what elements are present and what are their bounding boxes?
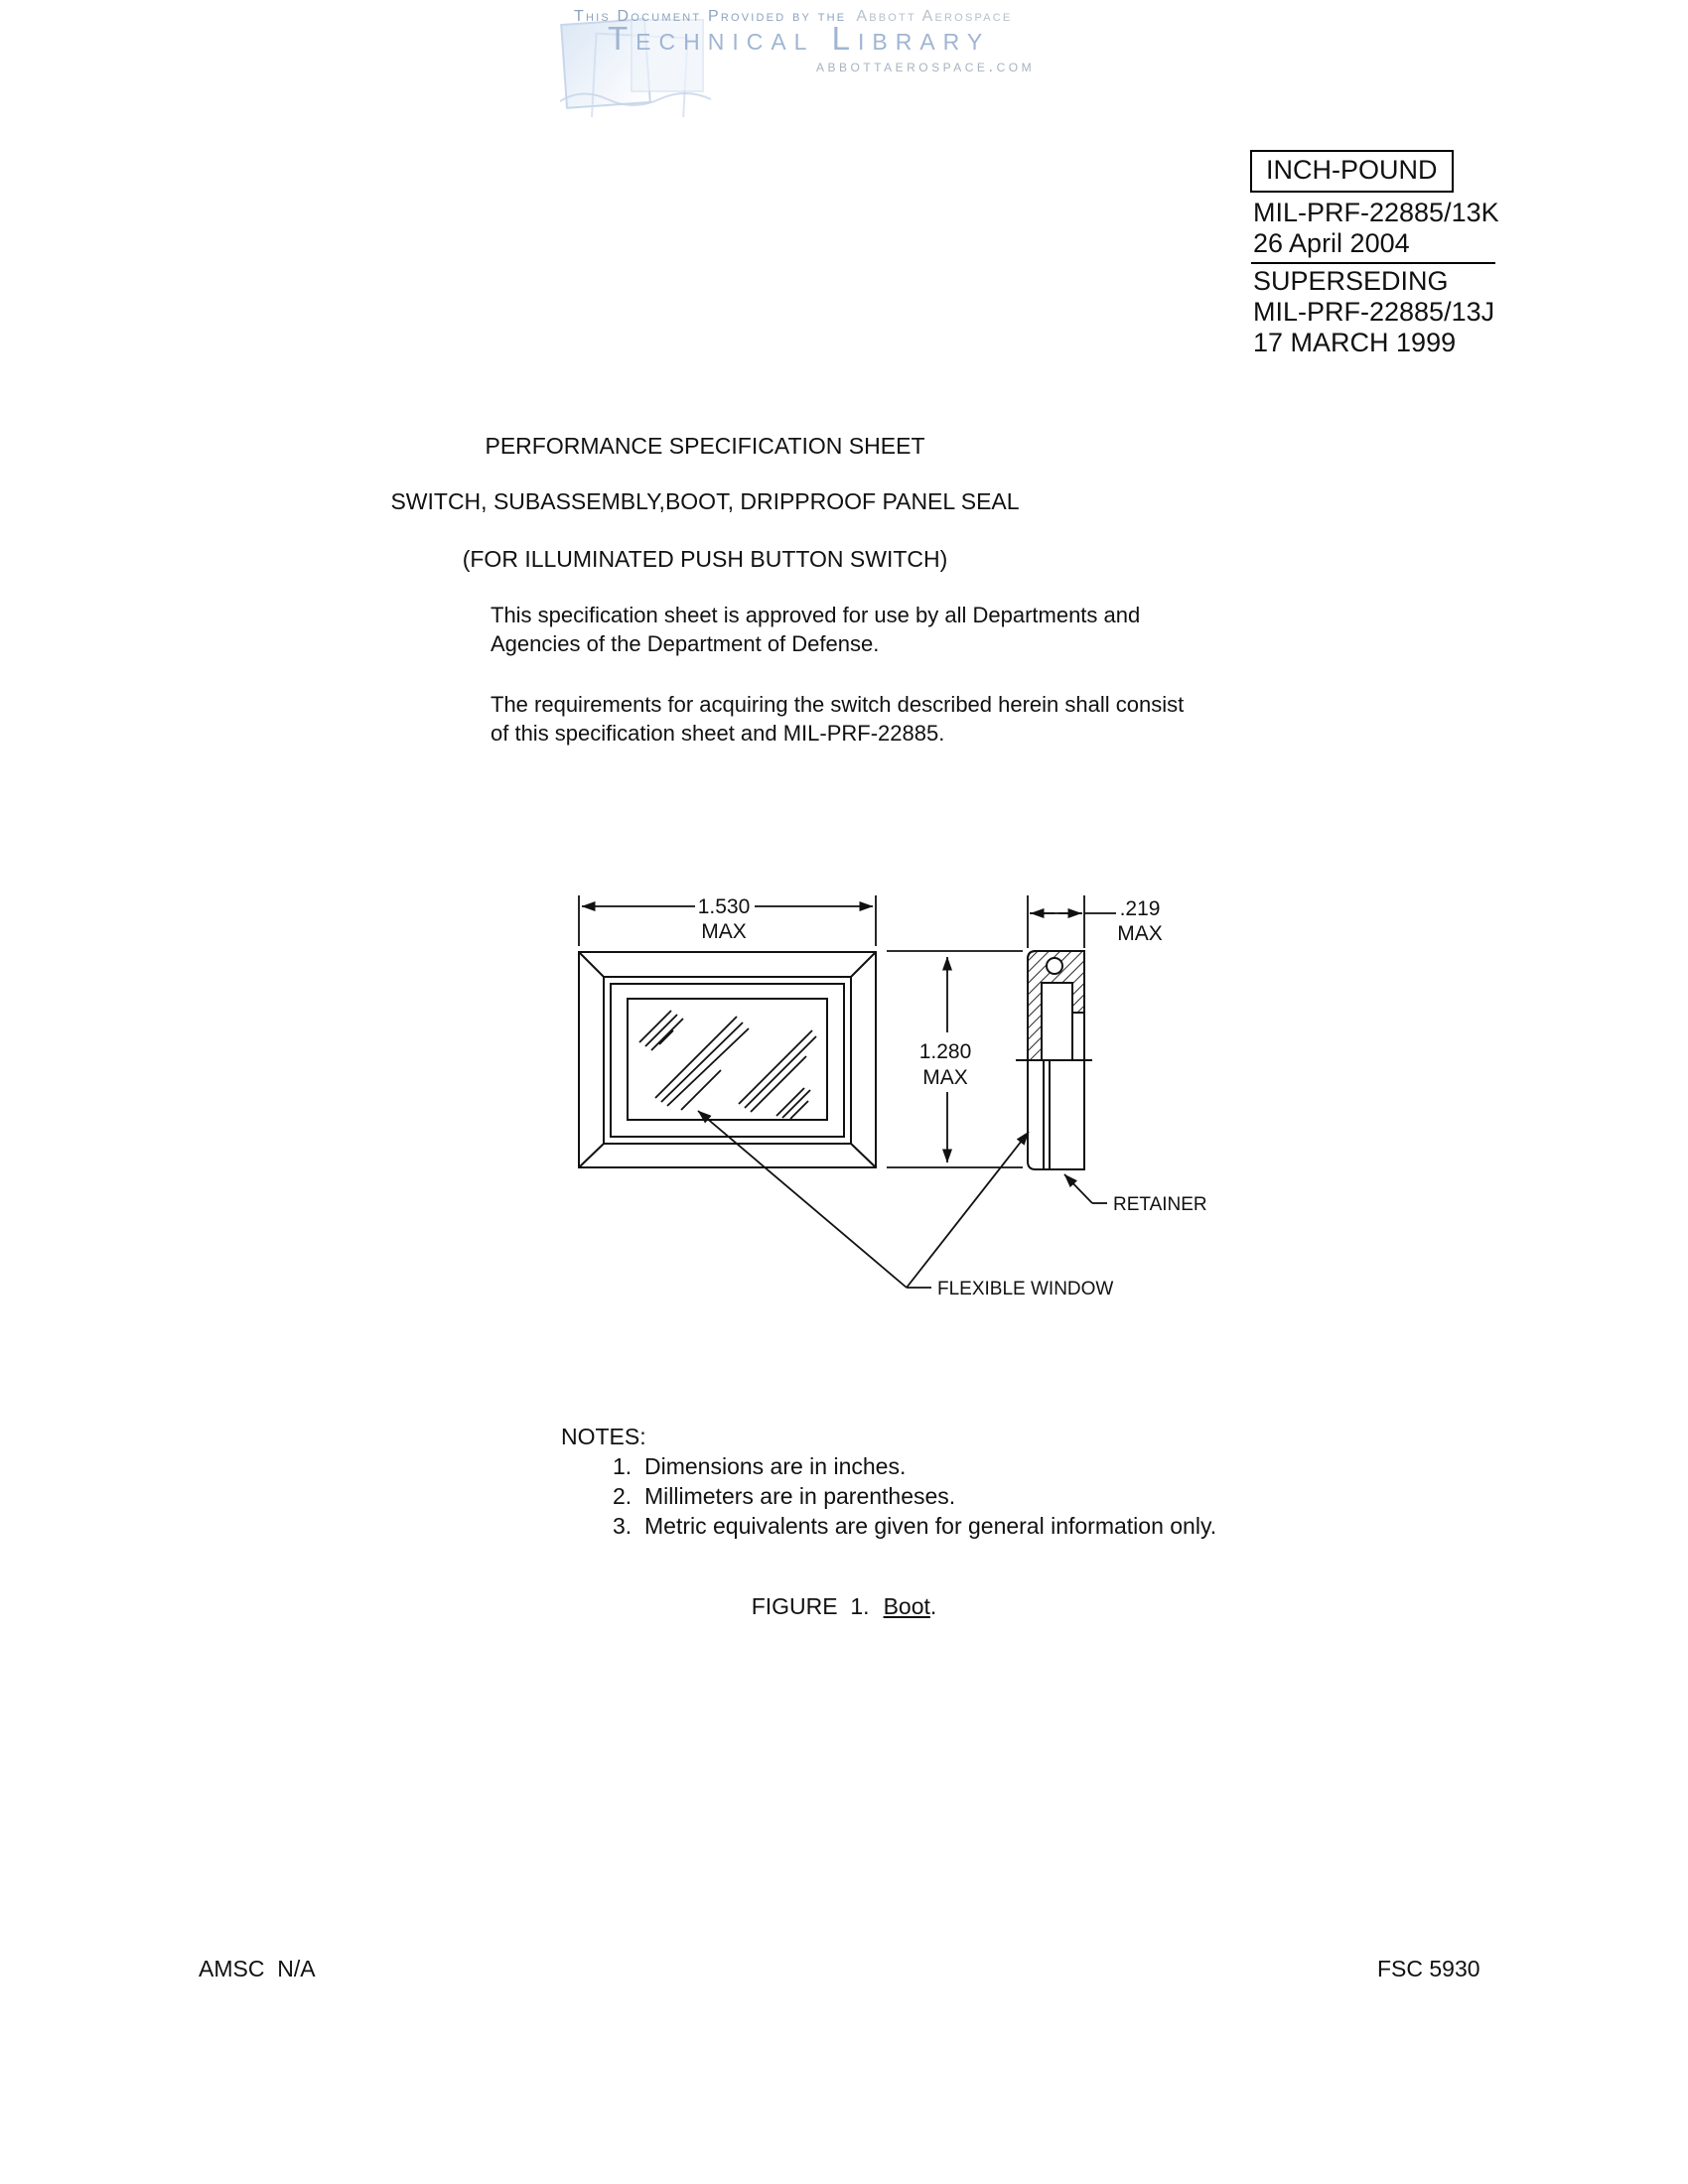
inch-pound-stamp: INCH-POUND <box>1250 150 1454 193</box>
note-text: Metric equivalents are given for general information only. <box>644 1513 1217 1539</box>
window-outline <box>628 999 827 1120</box>
notes-section <box>561 1422 1216 1541</box>
note-number: 1. <box>613 1453 633 1479</box>
spec-number: MIL-PRF-22885/13K <box>1253 198 1499 227</box>
glass-reflection-lines <box>639 1011 816 1119</box>
dim-depth-max: MAX <box>1117 922 1163 945</box>
logo-website: abbottaerospace.com <box>816 57 1036 75</box>
approval-paragraph: This specification sheet is approved for use by all Departments and Agencies of the Department of Defense. <box>491 603 1141 656</box>
figure-caption <box>496 1593 1192 1620</box>
flexible-window-label: FLEXIBLE WINDOW <box>937 1279 1114 1299</box>
note-item <box>613 1451 1216 1481</box>
previous-spec-date: 17 MARCH 1999 <box>1253 328 1457 357</box>
spec-revision-block <box>1253 198 1499 358</box>
part-labels <box>937 1194 1207 1299</box>
note-number: 2. <box>613 1483 633 1509</box>
dim-width-value: 1.530 <box>697 895 751 918</box>
doc-title-line1: PERFORMANCE SPECIFICATION SHEET <box>485 433 925 459</box>
figure-caption-period: . <box>929 1593 937 1619</box>
previous-spec-number: MIL-PRF-22885/13J <box>1253 297 1495 327</box>
doc-title-line2: SWITCH, SUBASSEMBLY,BOOT, DRIPPROOF PANEL SEAL <box>390 488 1020 514</box>
dimension-text <box>698 895 1163 1089</box>
note-item <box>613 1481 1216 1511</box>
figure-1-boot-drawing <box>536 874 1231 1330</box>
logo-brand: Abbott Aerospace <box>856 8 1013 25</box>
dim-height-max: MAX <box>922 1066 968 1089</box>
logo-title: Technical Library <box>608 20 991 57</box>
logo-tagline-prefix: This Document Provided by the <box>574 8 847 25</box>
requirements-paragraph: The requirements for acquiring the switch described herein shall consist of this specification sheet and MIL-PRF-22885. <box>491 692 1185 746</box>
note-number: 3. <box>613 1513 633 1539</box>
note-text: Dimensions are in inches. <box>644 1453 907 1479</box>
figure-caption-prefix: FIGURE 1. <box>751 1593 870 1619</box>
fsc-code: FSC 5930 <box>1377 1956 1480 1981</box>
figure-caption-subject: Boot <box>883 1593 930 1619</box>
note-text: Millimeters are in parentheses. <box>644 1483 956 1509</box>
dim-height-value: 1.280 <box>918 1040 972 1063</box>
amsc-code: AMSC N/A <box>199 1956 316 1981</box>
spec-rule <box>1251 262 1495 264</box>
side-view <box>1016 951 1092 1169</box>
retainer-label: RETAINER <box>1113 1194 1207 1215</box>
superseding-label: SUPERSEDING <box>1253 266 1449 296</box>
note-item <box>613 1511 1216 1541</box>
dim-width-max: MAX <box>701 920 747 943</box>
boot-fold-detail <box>1047 958 1062 974</box>
doc-title-line3: (FOR ILLUMINATED PUSH BUTTON SWITCH) <box>462 546 948 572</box>
dim-depth-value: .219 <box>1119 897 1161 920</box>
notes-heading: NOTES: <box>561 1424 646 1449</box>
spec-date: 26 April 2004 <box>1253 228 1410 258</box>
